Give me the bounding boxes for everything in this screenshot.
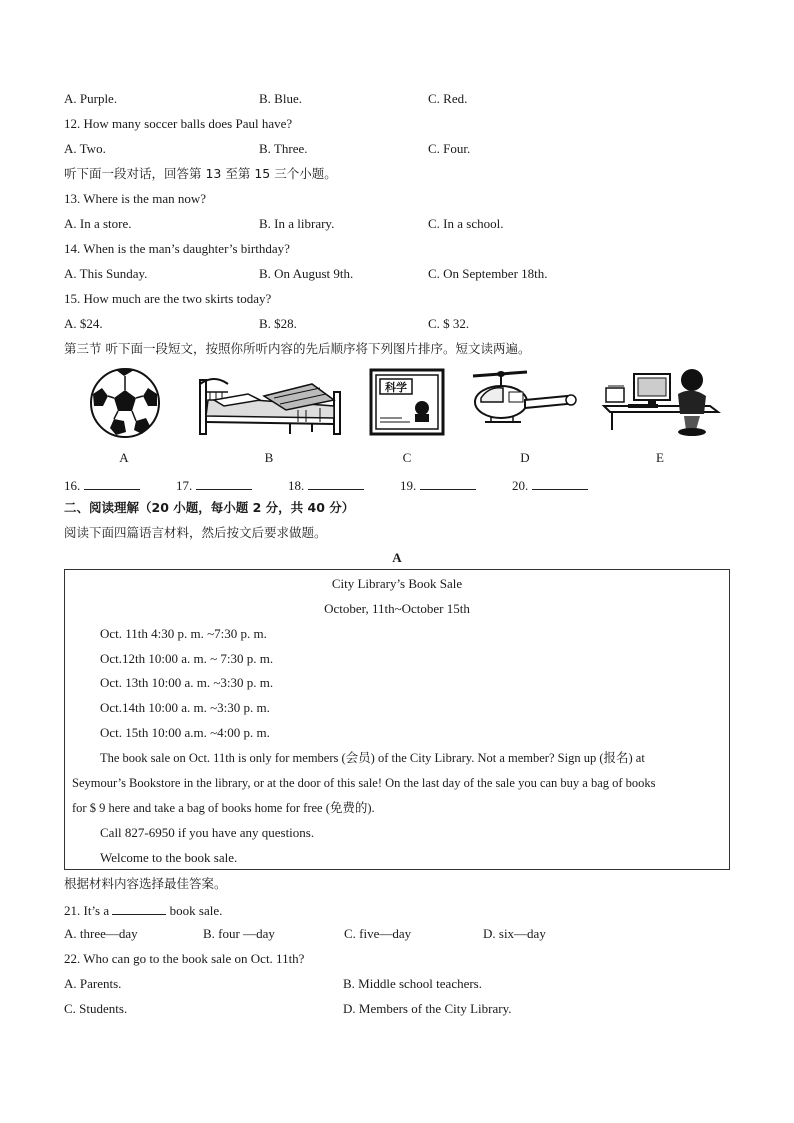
notice-paragraph-line: for $ 9 here and take a bag of books home for free (免费的).: [72, 801, 375, 815]
q11-option-b: B. Blue.: [259, 91, 302, 106]
picture-label-d: D: [520, 450, 530, 465]
notice-paragraph-line: Seymour’s Bookstore in the library, or at the door of this sale! On the last day of the sale you can buy a bag of books: [72, 776, 656, 790]
blank-number: 18.: [288, 478, 305, 493]
part-2-title: 二、阅读理解（20 小题，每小题 2 分，共 40 分）: [64, 500, 355, 515]
blank-number: 17.: [176, 478, 193, 493]
q12-option-a: A. Two.: [64, 141, 106, 156]
answer-blank-20[interactable]: [512, 476, 588, 494]
q21-option-a: A. three—day: [64, 926, 138, 941]
blank-line[interactable]: [420, 476, 476, 490]
answer-blank-16[interactable]: [64, 476, 140, 494]
q21-text-before: 21. It’s a: [64, 903, 110, 918]
question-21: [64, 901, 222, 919]
q22-option-d: D. Members of the City Library.: [343, 1001, 512, 1016]
q11-option-c: C. Red.: [428, 91, 468, 106]
blank-line[interactable]: [84, 476, 140, 490]
q21-option-d: D. six—day: [483, 926, 546, 941]
q21-option-c: C. five—day: [344, 926, 412, 941]
science-book-picture: [366, 366, 448, 440]
q21-blank[interactable]: [112, 901, 166, 915]
q22-option-b: B. Middle school teachers.: [343, 976, 482, 991]
section-3-instruction: 第三节 听下面一段短文，按照你所听内容的先后顺序将下列图片排序。短文读两遍。: [64, 341, 531, 356]
toy-helicopter-picture: [467, 366, 580, 440]
question-13: 13. Where is the man now?: [64, 191, 206, 206]
q12-option-b: B. Three.: [259, 141, 308, 156]
q21-option-b: B. four —day: [203, 926, 275, 941]
q15-option-b: B. $28.: [259, 316, 297, 331]
question-14: 14. When is the man’s daughter’s birthday?: [64, 241, 290, 256]
schedule-row: Oct.14th 10:00 a. m. ~3:30 p. m.: [100, 700, 270, 715]
q14-option-a: A. This Sunday.: [64, 266, 148, 281]
q13-option-c: C. In a school.: [428, 216, 504, 231]
blank-number: 20.: [512, 478, 529, 493]
soccer-ball-picture: [76, 366, 174, 440]
answer-blank-17[interactable]: [176, 476, 252, 494]
picture-label-e: E: [656, 450, 664, 465]
q11-option-a: A. Purple.: [64, 91, 118, 106]
blank-line[interactable]: [308, 476, 364, 490]
q13-option-b: B. In a library.: [259, 216, 335, 231]
question-15: 15. How much are the two skirts today?: [64, 291, 272, 306]
q14-option-c: C. On September 18th.: [428, 266, 548, 281]
picture-label-b: B: [264, 450, 274, 465]
blank-number: 19.: [400, 478, 417, 493]
notice-call: Call 827-6950 if you have any questions.: [100, 825, 315, 840]
blank-line[interactable]: [196, 476, 252, 490]
picture-label-a: A: [119, 450, 129, 465]
notice-dates: October, 11th~October 15th: [324, 601, 470, 616]
notice-title: City Library’s Book Sale: [331, 576, 463, 591]
notice-paragraph-line: The book sale on Oct. 11th is only for members (会员) of the City Library. Not a member? Sign up (报名) at: [100, 751, 645, 765]
blank-line[interactable]: [532, 476, 588, 490]
instruction-13-15: 听下面一段对话，回答第 13 至第 15 三个小题。: [64, 166, 337, 181]
q22-option-c: C. Students.: [64, 1001, 128, 1016]
schedule-row: Oct.12th 10:00 a. m. ~ 7:30 p. m.: [100, 651, 274, 666]
question-22: 22. Who can go to the book sale on Oct. 11th?: [64, 951, 305, 966]
q15-option-c: C. $ 32.: [428, 316, 470, 331]
answer-blank-19[interactable]: [400, 476, 476, 494]
blank-number: 16.: [64, 478, 81, 493]
schedule-row: Oct. 15th 10:00 a.m. ~4:00 p. m.: [100, 725, 270, 740]
picture-label-c: C: [402, 450, 412, 465]
q14-option-b: B. On August 9th.: [259, 266, 354, 281]
schedule-row: Oct. 11th 4:30 p. m. ~7:30 p. m.: [100, 626, 267, 641]
book-cover-text: 科学: [385, 381, 407, 394]
part-2-instruction: 阅读下面四篇语言材料，然后按文后要求做题。: [64, 525, 327, 540]
answer-instruction: 根据材料内容选择最佳答案。: [64, 876, 227, 891]
q21-text-after: book sale.: [169, 903, 223, 918]
notice-welcome: Welcome to the book sale.: [100, 850, 238, 865]
answer-blank-18[interactable]: [288, 476, 364, 494]
q22-option-a: A. Parents.: [64, 976, 122, 991]
q13-option-a: A. In a store.: [64, 216, 132, 231]
bed-picture: [194, 366, 346, 440]
q15-option-a: A. $24.: [64, 316, 103, 331]
computer-desk-picture: [600, 366, 724, 440]
schedule-row: Oct. 13th 10:00 a. m. ~3:30 p. m.: [100, 675, 274, 690]
q12-option-c: C. Four.: [428, 141, 471, 156]
passage-label: A: [392, 550, 402, 565]
question-12: 12. How many soccer balls does Paul have?: [64, 116, 293, 131]
